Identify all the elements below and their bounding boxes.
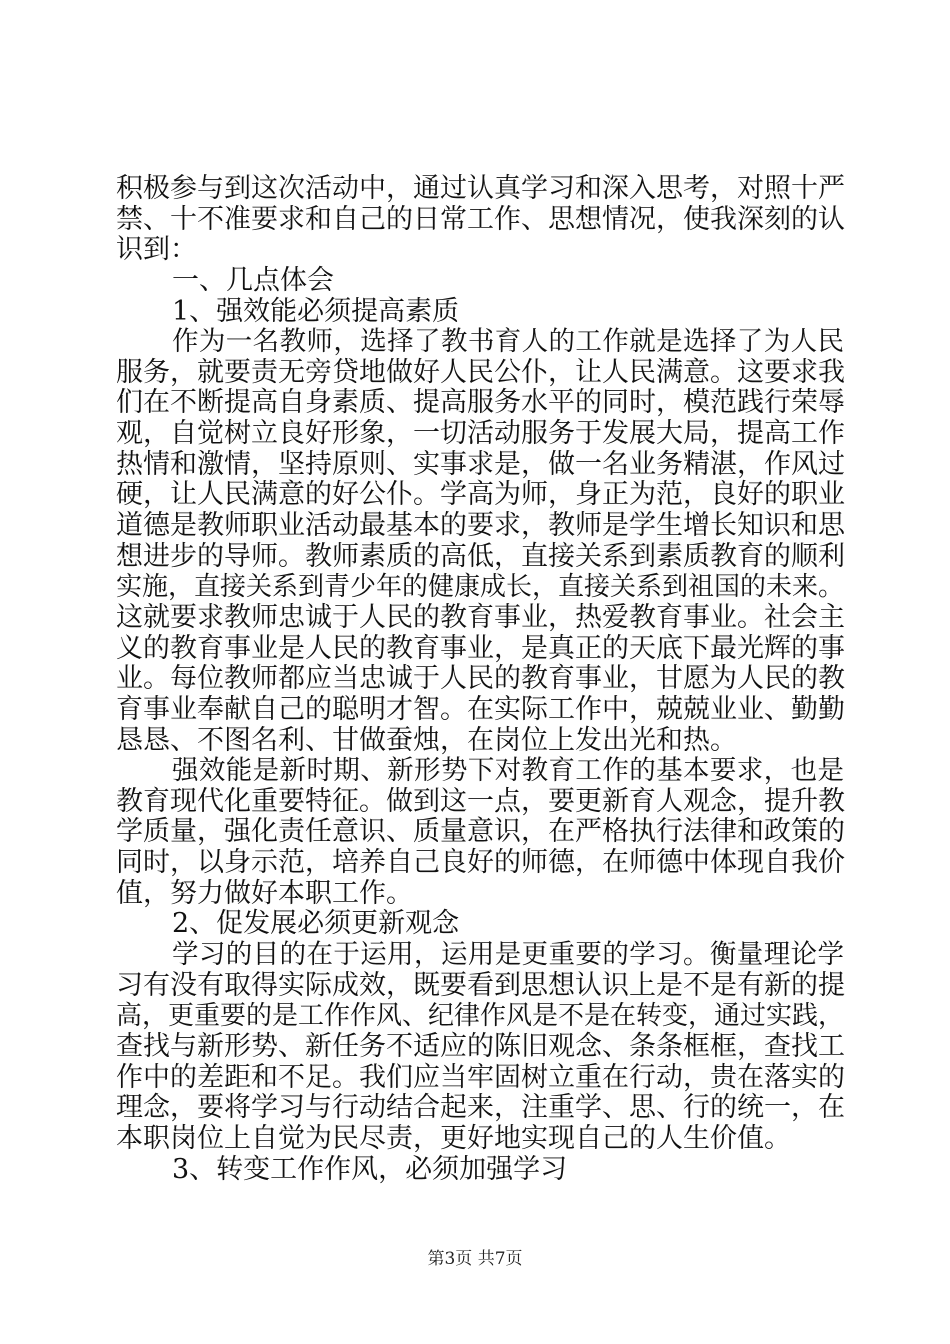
text-line: 恳恳、不图名利、甘做蚕烛，在岗位上发出光和热。 [116, 724, 737, 756]
text-line: 积极参与到这次活动中，通过认真学习和深入思考，对照十严 [116, 173, 845, 204]
text-line: 禁、十不准要求和自己的日常工作、思想情况，使我深刻的认 [116, 203, 845, 235]
text-line: 服务，就要责无旁贷地做好人民公仆，让人民满意。这要求我 [116, 356, 845, 388]
text-line: 道德是教师职业活动最基本的要求，教师是学生增长知识和思 [116, 510, 845, 542]
text-line: 本职岗位上自觉为民尽责，更好地实现自己的人生价值。 [116, 1122, 791, 1154]
text-line: 实施，直接关系到青少年的健康成长，直接关系到祖国的未来。 [116, 572, 845, 603]
document-body [116, 174, 844, 1185]
text-line: 义的教育事业是人民的教育事业，是真正的天底下最光辉的事 [116, 632, 845, 664]
text-line: 识到： [116, 234, 197, 266]
text-line: 业。每位教师都应当忠诚于人民的教育事业，甘愿为人民的教 [116, 663, 845, 695]
text-line: 强效能是新时期、新形势下对教育工作的基本要求，也是 [172, 755, 844, 787]
text-line: 3、转变工作作风，必须加强学习 [172, 1153, 568, 1185]
text-line: 值，努力做好本职工作。 [116, 877, 413, 909]
text-line: 查找与新形势、新任务不适应的陈旧观念、条条框框，查找工 [116, 1030, 845, 1062]
text-line: 作为一名教师，选择了教书育人的工作就是选择了为人民 [172, 326, 844, 358]
text-line: 1、强效能必须提高素质 [172, 295, 460, 327]
text-line: 学习的目的在于运用，运用是更重要的学习。衡量理论学 [172, 939, 844, 971]
text-line: 育事业奉献自己的聪明才智。在实际工作中，兢兢业业、勤勤 [116, 693, 845, 725]
text-line: 习有没有取得实际成效，既要看到思想认识上是不是有新的提 [116, 969, 845, 1001]
text-line: 们在不断提高自身素质、提高服务水平的同时，模范践行荣辱 [116, 387, 845, 419]
text-line: 2、促发展必须更新观念 [172, 908, 460, 940]
text-line: 一、几点体会 [172, 264, 334, 296]
page-footer [0, 1244, 950, 1269]
text-line: 高，更重要的是工作作风、纪律作风是不是在转变，通过实践， [116, 1001, 845, 1032]
text-line: 作中的差距和不足。我们应当牢固树立重在行动，贵在落实的 [116, 1061, 845, 1093]
text-line: 硬，让人民满意的好公仆。学高为师，身正为范，良好的职业 [116, 479, 845, 511]
text-line: 同时，以身示范，培养自己良好的师德，在师德中体现自我价 [116, 847, 845, 879]
text-line: 教育现代化重要特征。做到这一点，要更新育人观念，提升教 [116, 785, 845, 817]
text-line: 观，自觉树立良好形象，一切活动服务于发展大局，提高工作 [116, 418, 845, 450]
page-number-label: 第3页 共7页 [427, 1249, 523, 1269]
text-line: 学质量，强化责任意识、质量意识，在严格执行法律和政策的 [116, 816, 845, 848]
text-line: 理念，要将学习与行动结合起来，注重学、思、行的统一，在 [116, 1092, 845, 1124]
text-line: 这就要求教师忠诚于人民的教育事业，热爱教育事业。社会主 [116, 601, 845, 633]
text-line: 想进步的导师。教师素质的高低，直接关系到素质教育的顺利 [116, 540, 845, 572]
text-line: 热情和激情，坚持原则、实事求是，做一名业务精湛，作风过 [116, 448, 845, 480]
